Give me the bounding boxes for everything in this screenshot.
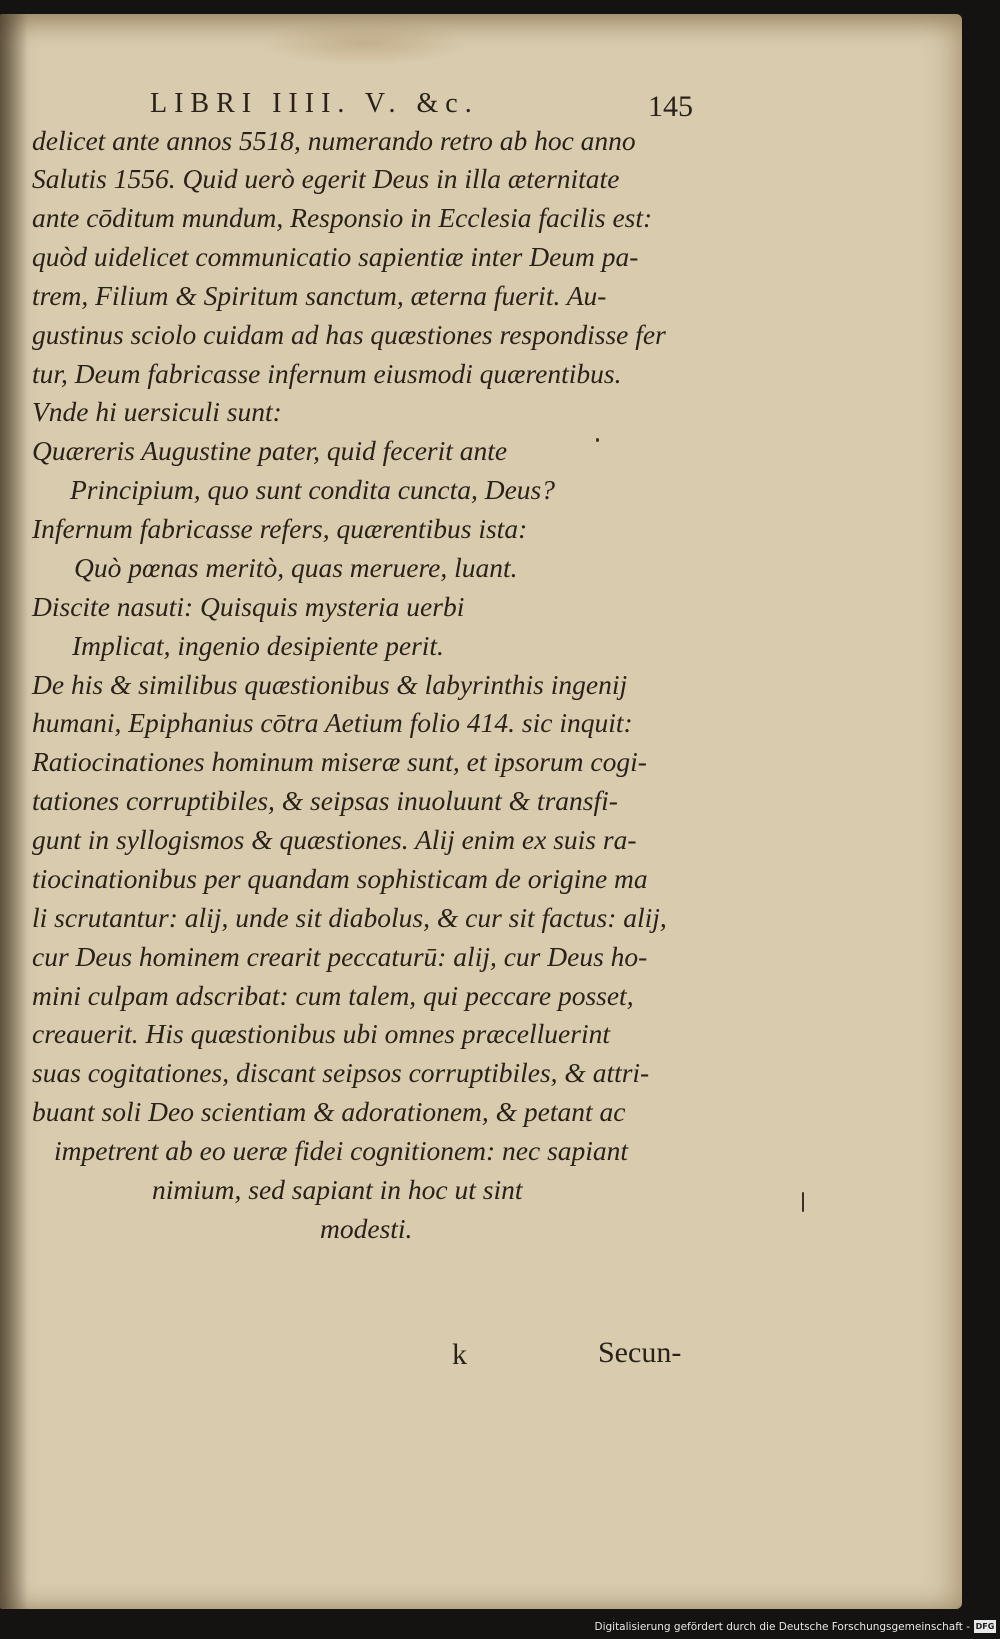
verse-line: Discite nasuti: Quisquis mysteria uerbi — [32, 591, 465, 622]
text-line: trem, Filium & Spiritum sanctum, æterna fuerit. Au- — [32, 280, 607, 311]
verse-line: Implicat, ingenio desipiente perit. — [72, 630, 444, 661]
ink-speck — [596, 438, 599, 442]
text-line: gunt in syllogismos & quæstiones. Alij enim ex suis ra- — [32, 824, 637, 855]
verse-line: Quæreris Augustine pater, quid fecerit ante — [32, 435, 508, 466]
text-line: cur Deus hominem crearit peccaturū: alij, cur Deus ho- — [32, 941, 648, 972]
ink-speck — [802, 1192, 804, 1212]
funding-note: Digitalisierung gefördert durch die Deutsche Forschungsgemeinschaft - — [594, 1621, 970, 1633]
verse-line: Quò pœnas meritò, quas meruere, luant. — [74, 552, 518, 583]
text-line: modesti. — [320, 1213, 413, 1244]
text-line: tur, Deum fabricasse infernum eiusmodi quærentibus. — [32, 358, 622, 389]
text-line: mini culpam adscribat: cum talem, qui peccare posset, — [32, 980, 634, 1011]
text-line: delicet ante annos 5518, numerando retro ab hoc anno — [32, 125, 636, 156]
text-line: Ratiocinationes hominum miseræ sunt, et ipsorum cogi- — [32, 746, 647, 777]
text-line: Vnde hi uersiculi sunt: — [32, 396, 282, 427]
verse-line: Principium, quo sunt condita cuncta, Deus? — [70, 474, 556, 505]
book-page — [0, 14, 962, 1609]
text-line: tationes corruptibiles, & seipsas inuoluunt & transfi- — [32, 785, 618, 816]
text-line: Salutis 1556. Quid uerò egerit Deus in illa æternitate — [32, 163, 620, 194]
text-line: creauerit. His quæstionibus ubi omnes præcelluerint — [32, 1018, 610, 1049]
verse-line: Infernum fabricasse refers, quærentibus ista: — [32, 513, 528, 544]
catchword: Secun- — [598, 1336, 682, 1369]
text-line: quòd uidelicet communicatio sapientiæ inter Deum pa- — [32, 241, 639, 272]
text-line: ante cōditum mundum, Responsio in Ecclesia facilis est: — [32, 202, 653, 233]
page-number: 145 — [648, 90, 693, 123]
signature-mark: k — [452, 1338, 467, 1371]
text-line: buant soli Deo scientiam & adorationem, & petant ac — [32, 1096, 626, 1127]
text-line: humani, Epiphanius cōtra Aetium folio 414. sic inquit: — [32, 707, 633, 738]
running-head: LIBRI IIII. V. &c. — [150, 88, 479, 119]
text-line: De his & similibus quæstionibus & labyrinthis ingenij — [32, 669, 628, 700]
dfg-logo: DFG — [975, 1622, 995, 1631]
text-line: nimium, sed sapiant in hoc ut sint — [152, 1174, 523, 1205]
text-line: tiocinationibus per quandam sophisticam de origine ma — [32, 863, 648, 894]
text-line: suas cogitationes, discant seipsos corruptibiles, & attri- — [32, 1057, 650, 1088]
text-line: impetrent ab eo ueræ fidei cognitionem: nec sapiant — [54, 1135, 629, 1166]
text-line: gustinus sciolo cuidam ad has quæstiones respondisse fer — [32, 319, 666, 350]
text-line: li scrutantur: alij, unde sit diabolus, & cur sit factus: alij, — [32, 902, 667, 933]
